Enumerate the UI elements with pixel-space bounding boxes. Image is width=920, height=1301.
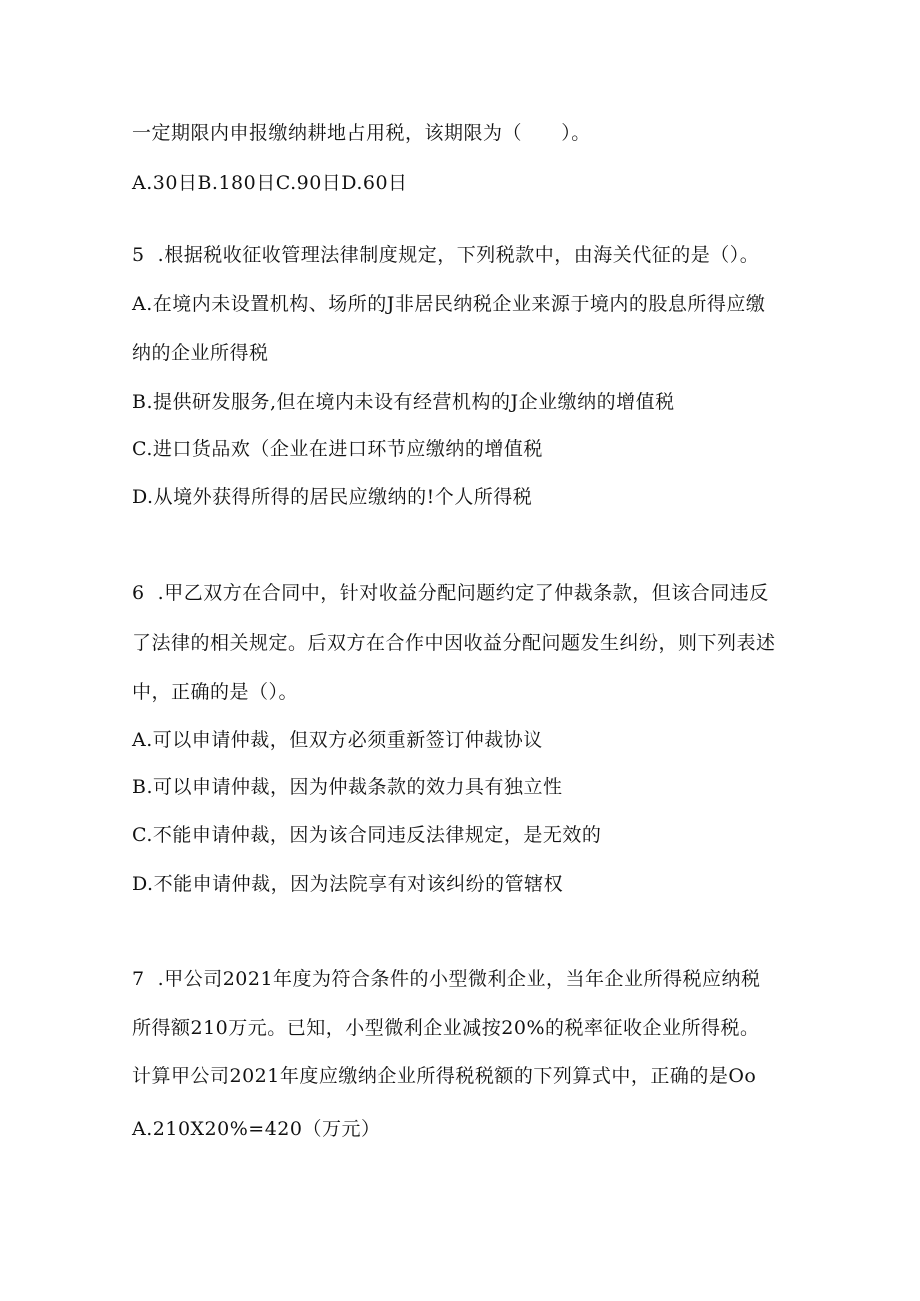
question-6-stem-line-2: 了法律的相关规定。后双方在合作中因收益分配问题发生纠纷，则下列表述 bbox=[132, 632, 776, 654]
question-6-option-b: B.可以申请仲裁，因为仲裁条款的效力具有独立性 bbox=[132, 776, 563, 798]
question-6-option-a: A.可以申请仲裁，但双方必须重新签订仲裁协议 bbox=[132, 729, 543, 751]
question-5-stem: 5 .根据税收征收管理法律制度规定，下列税款中，由海关代征的是（）。 bbox=[132, 244, 760, 266]
question-4-options: A.30日B.180日C.90日D.60日 bbox=[132, 172, 408, 194]
question-5-option-a-line-2: 纳的企业所得税 bbox=[132, 342, 269, 364]
question-7-option-a: A.210X20%=420（万元） bbox=[132, 1118, 381, 1140]
question-5-option-d: D.从境外获得所得的居民应缴纳的!个人所得税 bbox=[132, 486, 533, 508]
question-6-option-d: D.不能申请仲裁，因为法院享有对该纠纷的管辖权 bbox=[132, 873, 564, 895]
question-7-stem-line-1: 7 .甲公司2021年度为符合条件的小型微利企业，当年企业所得税应纳税 bbox=[132, 968, 761, 990]
question-7-stem-line-2: 所得额210万元。已知，小型微利企业减按20%的税率征收企业所得税。 bbox=[132, 1017, 760, 1039]
question-6-option-c: C.不能申请仲裁，因为该合同违反法律规定，是无效的 bbox=[132, 824, 602, 846]
question-6-stem-line-1: 6 .甲乙双方在合同中，针对收益分配问题约定了仲裁条款，但该合同违反 bbox=[132, 582, 769, 604]
question-7-stem-line-3: 计算甲公司2021年度应缴纳企业所得税税额的下列算式中，正确的是Oo bbox=[132, 1065, 757, 1087]
question-5-option-b: B.提供研发服务,但在境内未设有经营机构的J企业缴纳的增值税 bbox=[132, 391, 675, 413]
question-5-option-c: C.进口货品欢（企业在进口环节应缴纳的增值税 bbox=[132, 438, 543, 460]
question-6-stem-line-3: 中，正确的是（）。 bbox=[132, 681, 299, 703]
question-4-tail: 一定期限内申报缴纳耕地占用税，该期限为（ ）。 bbox=[132, 122, 591, 144]
question-5-option-a-line-1: A.在境内未设置机构、场所的J非居民纳税企业来源于境内的股息所得应缴 bbox=[132, 293, 766, 315]
